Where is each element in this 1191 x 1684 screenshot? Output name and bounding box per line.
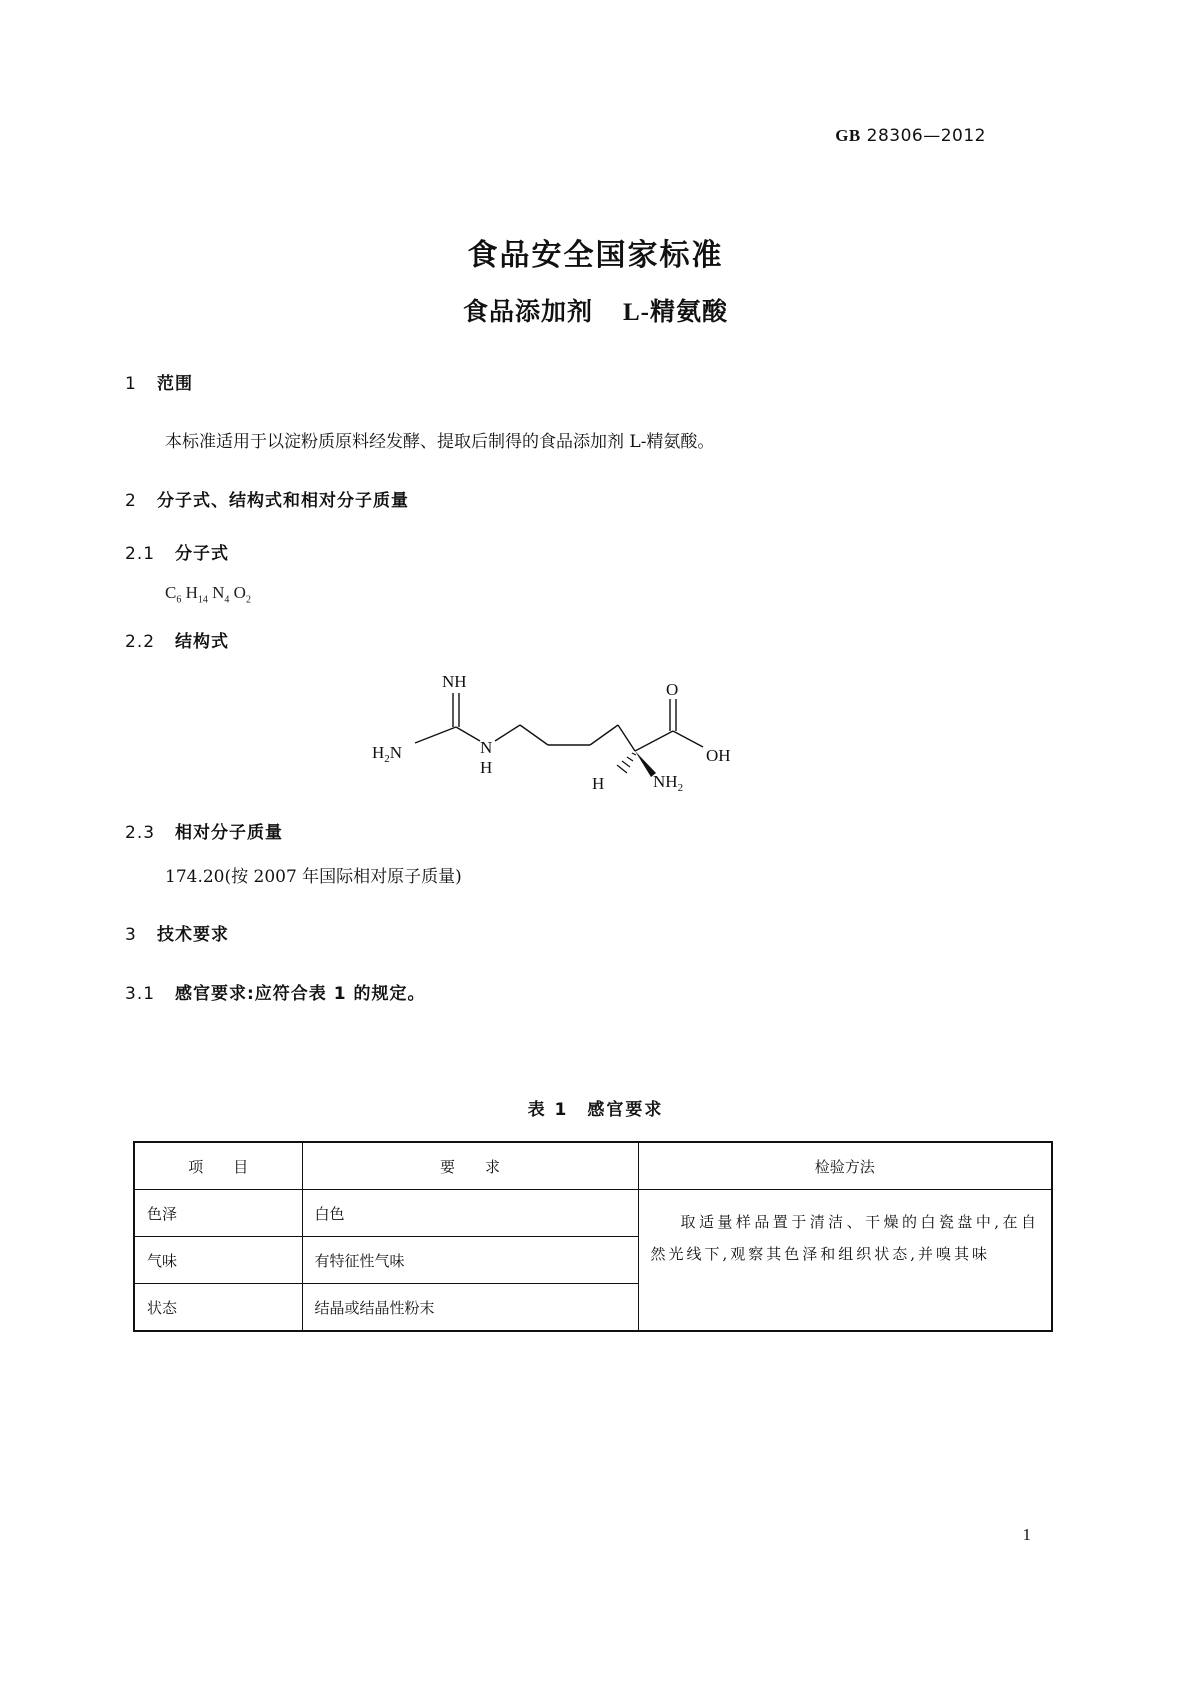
cell-item: 色泽 <box>134 1190 302 1237</box>
cell-requirement: 有特征性气味 <box>302 1237 638 1284</box>
label-nh-top: NH <box>442 672 467 691</box>
label-oh: OH <box>706 746 731 765</box>
molecular-formula: $C_6$ $H_{14}$ $N_4$ $O_2$ <box>165 583 251 606</box>
bonds <box>415 693 703 751</box>
header-method: 检验方法 <box>638 1142 1052 1190</box>
table-row <box>134 1190 1052 1237</box>
cell-item: 状态 <box>134 1284 302 1332</box>
section-title: 技术要求 <box>157 925 229 945</box>
table-caption: 表 1 感官要求 <box>527 1100 664 1120</box>
structural-formula <box>370 665 770 805</box>
cell-item: 气味 <box>134 1237 302 1284</box>
cell-requirement: 结晶或结晶性粉末 <box>302 1284 638 1332</box>
section-title: 分子式、结构式和相对分子质量 <box>157 491 409 511</box>
label-n-mid: N <box>480 738 493 757</box>
section-1-heading <box>125 369 193 394</box>
section-2-1-heading <box>125 539 229 564</box>
section-title: 感官要求:应符合表 1 的规定。 <box>175 984 426 1004</box>
cell-requirement: 白色 <box>302 1190 638 1237</box>
molecular-mass-text: 174.20(按 2007 年国际相对原子质量) <box>165 867 462 887</box>
document-title: 食品安全国家标准 <box>467 238 724 273</box>
standard-code: 28306—2012 <box>866 126 986 146</box>
standard-number <box>835 126 986 146</box>
hashed-bond <box>617 753 636 773</box>
section-2-heading <box>125 486 409 511</box>
page-number: 1 <box>1022 1525 1031 1544</box>
document-subtitle <box>0 292 1191 328</box>
section-title: 相对分子质量 <box>175 823 283 843</box>
header-requirement: 要 求 <box>302 1142 638 1190</box>
section-3-heading <box>125 920 229 945</box>
label-h-mid: H <box>480 758 493 777</box>
sensory-requirements-table <box>133 1141 1053 1332</box>
cell-method: 取适量样品置于清洁、干燥的白瓷盘中,在自然光线下,观察其色泽和组织状态,并嗅其味 <box>638 1190 1052 1332</box>
section-number: 3 <box>125 925 137 945</box>
scope-text: 本标准适用于以淀粉质原料经发酵、提取后制得的食品添加剂 L-精氨酸。 <box>165 432 715 452</box>
section-2-2-heading <box>125 627 229 652</box>
section-number: 3.1 <box>125 984 156 1004</box>
subtitle-substance: L-精氨酸 <box>623 299 729 326</box>
section-2-3-heading <box>125 818 283 843</box>
label-nh2: $NH_2$ <box>653 772 684 794</box>
label-o: O <box>666 680 679 699</box>
section-number: 2.1 <box>125 544 156 564</box>
section-title: 范围 <box>157 374 193 394</box>
section-number: 2 <box>125 491 137 511</box>
subtitle-category: 食品添加剂 <box>462 297 593 326</box>
section-number: 1 <box>125 374 137 394</box>
standard-prefix: GB <box>835 126 861 145</box>
label-h2n: $H_2N$ <box>372 743 403 765</box>
label-h-alpha: H <box>592 774 605 793</box>
section-title: 结构式 <box>175 632 229 652</box>
section-3-1-heading <box>125 979 425 1004</box>
table-header-row <box>134 1142 1052 1190</box>
section-title: 分子式 <box>175 544 229 564</box>
header-item: 项 目 <box>134 1142 302 1190</box>
section-number: 2.3 <box>125 823 156 843</box>
section-number: 2.2 <box>125 632 156 652</box>
